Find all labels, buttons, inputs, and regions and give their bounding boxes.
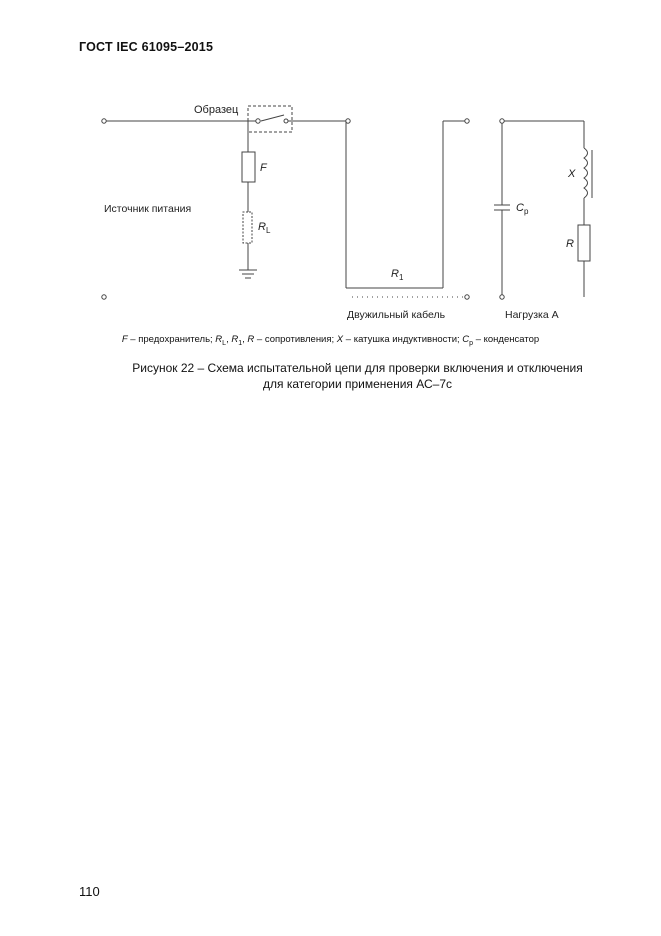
figure-caption <box>100 360 615 392</box>
terminal-cable-return-right <box>465 295 469 299</box>
resistor-rl <box>243 212 252 243</box>
resistor-r-label: R <box>566 238 574 250</box>
fuse <box>242 152 255 182</box>
cable-label: Двужильный кабель <box>347 309 446 321</box>
switch-blade <box>261 115 284 121</box>
inductor-label: X <box>568 168 576 180</box>
terminal-cable-out <box>465 119 469 123</box>
fuse-label: F <box>260 162 267 174</box>
page-number: 110 <box>79 884 100 899</box>
document-header: ГОСТ IEC 61095–2015 <box>79 40 214 54</box>
sample-label: Образец <box>194 104 239 116</box>
terminal-switch-right <box>284 119 288 123</box>
terminal-source-bottom <box>102 295 106 299</box>
load-label: Нагрузка А <box>505 309 559 321</box>
resistor-r <box>578 225 590 261</box>
r1-label: $R_1$ <box>391 268 404 282</box>
terminal-switch-left <box>256 119 260 123</box>
cp-label: $C_p$ <box>516 202 529 216</box>
terminal-cable-in <box>346 119 350 123</box>
source-label: Источник питания <box>104 203 192 215</box>
terminal-load-bottom <box>500 295 504 299</box>
test-circuit-diagram <box>0 0 661 330</box>
caption-line-2: для категории применения АС–7с <box>262 377 452 391</box>
terminal-load-top <box>500 119 504 123</box>
figure-legend: F – предохранитель; $R_L$, $R_1$, R – сопротивления; X – катушка индуктивности; $C_p$ – конденсатор <box>121 334 540 347</box>
rl-label: $R_L$ <box>258 221 271 235</box>
inductor-coil <box>584 148 588 198</box>
caption-line-1: Рисунок 22 – Схема испытательной цепи для проверки включения и отключения <box>132 361 583 375</box>
terminal-source-top <box>102 119 106 123</box>
